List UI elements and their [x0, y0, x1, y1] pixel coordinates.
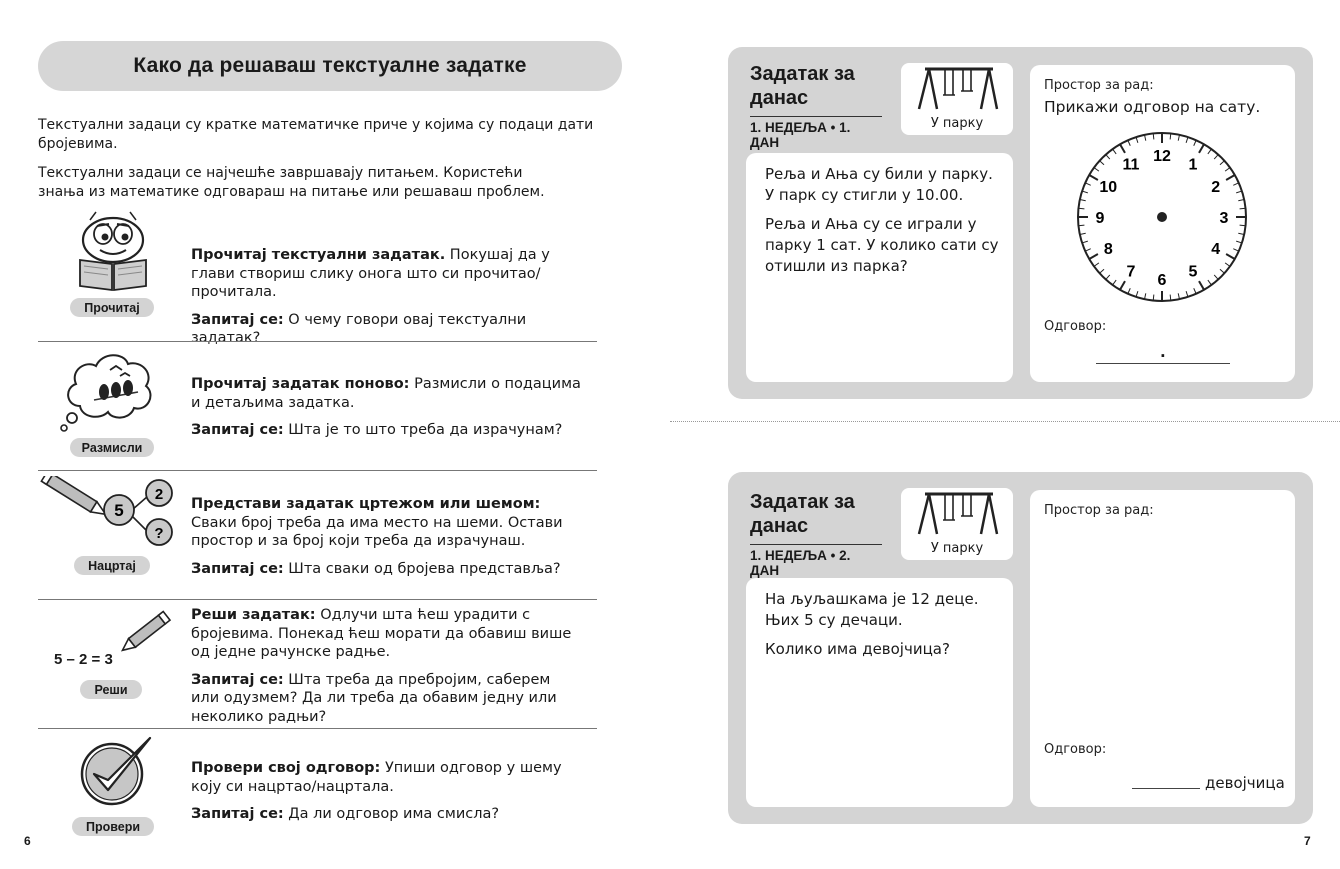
step-draw-text	[191, 495, 581, 587]
task-card-2-answer-line[interactable]	[1132, 788, 1200, 789]
clock-number: 6	[1157, 272, 1167, 289]
clock-number: 3	[1219, 210, 1229, 227]
task-card-2-problem-line-2: Колико има девојчица?	[765, 640, 950, 658]
clock-tick	[1078, 208, 1084, 209]
clock-number: 7	[1126, 263, 1136, 281]
step-read-heading: Прочитај текстуални задатак.	[191, 247, 446, 263]
task-card-2-answer-unit: девојчица	[1205, 774, 1285, 792]
task-card-2-scene	[901, 488, 1013, 560]
clock-tick	[1153, 295, 1154, 301]
step-read-text	[191, 246, 591, 357]
clock-number: 1	[1188, 156, 1198, 174]
clock-number: 10	[1099, 179, 1118, 196]
page-title-banner	[38, 41, 622, 91]
clock-number: 2	[1211, 179, 1221, 196]
diagram-top-number: 2	[154, 486, 164, 503]
task-card-2-header	[750, 490, 882, 578]
step-solve-ask-heading: Запитај се:	[191, 671, 284, 688]
equation: 5 – 2 = 3	[54, 651, 113, 668]
task-card-2-scene-label: У парку	[930, 541, 984, 556]
reading-face-icon	[72, 208, 154, 296]
clock-number: 5	[1188, 263, 1198, 281]
step-draw-heading: Представи задатак цртежом или шемом:	[191, 496, 541, 512]
task-card-2-work-label: Простор за рад:	[1044, 503, 1154, 518]
step-draw-body: Сваки број треба да има место на шеми. Остави простор и за број који треба да израчунаш.	[191, 514, 563, 549]
pencil-icon	[116, 604, 180, 662]
intro-paragraph-2: Текстуални задаци се најчешће завршавају питањем. Користећи знања из математике одговараш на питање или решаваш проблем.	[38, 165, 545, 200]
task-card-2-problem-line-1: На љуљашкама је 12 деце. Њих 5 су дечаци.	[765, 590, 979, 629]
diagram-bottom-number: ?	[154, 525, 164, 542]
badge-draw: Нацртај	[74, 556, 150, 575]
divider	[38, 341, 597, 342]
step-think-text	[191, 375, 591, 449]
clock-number: 11	[1122, 156, 1140, 174]
step-draw-ask-heading: Запитај се:	[191, 560, 284, 577]
task-card-2-problem	[746, 578, 1013, 807]
divider	[38, 728, 597, 729]
task-card-1-answer-label: Одговор:	[1044, 319, 1107, 334]
checkmark-icon	[76, 734, 156, 814]
badge-check: Провери	[72, 817, 154, 836]
task-card-1-scene	[901, 63, 1013, 135]
task-card-1-problem-line-1: Реља и Ања су били у парку. У парк су стигли у 10.00.	[765, 165, 993, 204]
task-card-2-answer-label: Одговор:	[1044, 742, 1107, 757]
diagram-center-number: 5	[114, 501, 124, 520]
step-think-ask: Шта је то што треба да израчунам?	[283, 422, 563, 438]
step-read-ask-heading: Запитај се:	[191, 311, 284, 328]
task-card-1-answer-line[interactable]	[1096, 363, 1230, 364]
task-card-1-work-prompt: Прикажи одговор на сату.	[1044, 98, 1261, 116]
clock-number: 8	[1103, 241, 1113, 258]
step-read-body: Покушај да у глави створиш слику онога што си прочитао/прочитала.	[191, 247, 550, 300]
page-title: Како да решаваш текстуалне задатке	[133, 54, 527, 77]
thought-bubble-icon	[58, 348, 158, 442]
intro-paragraph-1: Текстуални задаци су кратке математичке приче у којима су подаци дати бројевима.	[38, 117, 594, 152]
pencil-diagram-icon	[40, 476, 180, 554]
badge-solve: Реши	[80, 680, 142, 699]
step-check-text	[191, 759, 581, 833]
page-separator	[670, 421, 1340, 422]
clock-face[interactable]	[1076, 131, 1248, 303]
step-check-body: Упиши одговор у шему коју си нацртао/нацртала.	[191, 760, 562, 795]
divider	[38, 470, 597, 471]
divider	[38, 599, 597, 600]
step-think-ask-heading: Запитај се:	[191, 422, 284, 438]
clock-tick	[1240, 208, 1246, 209]
task-card-2-work-area[interactable]	[1030, 490, 1295, 807]
step-solve-body: Одлучи шта ћеш урадити с бројевима. Понекад ћеш морати да обавиш више од једне рачунске радње.	[191, 607, 572, 660]
page-number-left: 6	[24, 834, 31, 848]
badge-read: Прочитај	[70, 298, 154, 317]
task-card-1-problem	[746, 153, 1013, 382]
step-think-body: Размисли о подацима и детаљима задатка.	[191, 376, 581, 411]
task-card-1-title: Задатак за данас	[750, 63, 855, 109]
badge-think: Размисли	[70, 438, 154, 457]
step-solve-heading: Реши задатак:	[191, 607, 316, 623]
step-solve-text	[191, 606, 581, 735]
clock-tick	[1153, 133, 1154, 139]
clock-tick	[1170, 295, 1171, 301]
clock-number: 12	[1153, 148, 1171, 165]
task-card-1-work-label: Простор за рад:	[1044, 78, 1154, 93]
page-number-right: 7	[1304, 834, 1311, 848]
step-check-heading: Провери свој одговор:	[191, 760, 381, 776]
task-card-1-subtitle: 1. НЕДЕЉА • 1. ДАН	[750, 116, 882, 150]
clock-tick	[1078, 225, 1084, 226]
swing-set-icon	[915, 490, 999, 536]
clock-tick	[1170, 133, 1171, 139]
step-read-ask: О чему говори овај текстуални задатак?	[191, 311, 527, 346]
step-draw-ask: Шта сваки од бројева представља?	[283, 560, 561, 577]
clock-number: 9	[1095, 210, 1105, 227]
swing-set-icon	[915, 65, 999, 111]
task-card-2-title: Задатак за данас	[750, 491, 855, 537]
clock-tick	[1240, 225, 1246, 226]
task-card-2-subtitle: 1. НЕДЕЉА • 2. ДАН	[750, 544, 882, 578]
task-card-1-header	[750, 62, 882, 150]
step-check-ask-heading: Запитај се:	[191, 806, 284, 822]
task-card-1-problem-line-2: Реља и Ања су се играли у парку 1 сат. У колико сати су отишли из парка?	[765, 215, 999, 275]
step-think-heading: Прочитај задатак поново:	[191, 376, 410, 392]
task-card-1-answer-separator: .	[1160, 343, 1166, 361]
step-solve-ask: Шта треба да пребројим, саберем или одузмем? Да ли треба да обавим једну или неколико радњи?	[191, 671, 557, 725]
clock-number: 4	[1211, 241, 1221, 258]
step-check-ask: Да ли одговор има смисла?	[283, 806, 500, 822]
task-card-1-work-area	[1030, 65, 1295, 382]
task-card-1-scene-label: У парку	[930, 116, 984, 131]
